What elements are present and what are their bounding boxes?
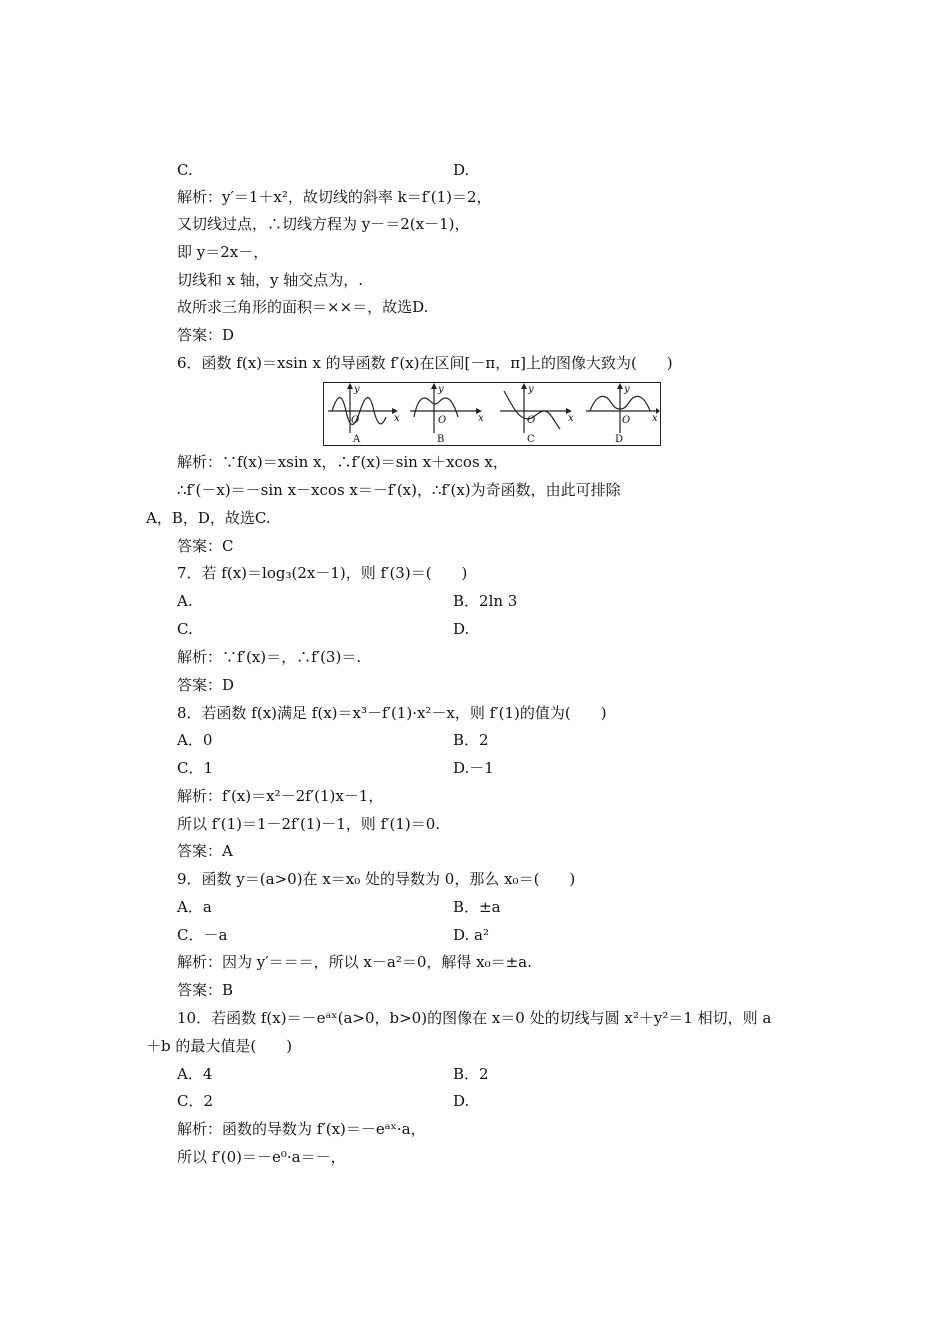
question-8: 8．若函数 f(x)满足 f(x)＝x³－f′(1)·x²－x，则 f′(1)的值为( ): [177, 704, 607, 722]
text-line: D.: [453, 161, 470, 179]
option-b: B．2: [453, 731, 489, 749]
answer-line: 答案：A: [177, 842, 233, 860]
axis-y-label: y: [624, 384, 630, 395]
question-10: 10．若函数 f(x)＝－eᵃˣ(a>0，b>0)的图像在 x＝0 处的切线与圆 x²＋y²＝1 相切，则 a: [177, 1009, 772, 1027]
option-c: C．1: [177, 759, 214, 777]
option-b: B．±a: [453, 898, 501, 916]
option-d: D. a²: [453, 926, 489, 944]
text-line: 即 y＝2x－，: [177, 243, 269, 261]
option-a: A．a: [177, 898, 212, 916]
text-line: 解析：因为 y′＝＝＝，所以 x－a²＝0，解得 x₀＝±a.: [177, 953, 532, 971]
option-b: B．2ln 3: [453, 592, 518, 610]
origin-label: O: [351, 415, 360, 426]
text-line: 解析：∵f′(x)＝，∴f′(3)＝.: [177, 648, 362, 666]
axis-x-label: x: [394, 413, 400, 424]
text-line: 解析：f′(x)＝x²－2f′(1)x－1，: [177, 787, 384, 805]
text-line: 故所求三角形的面积＝××＝，故选D.: [177, 298, 429, 316]
option-c: C.: [177, 620, 193, 638]
option-c: C．2: [177, 1092, 214, 1110]
axis-y-label: y: [528, 384, 534, 395]
axis-x-label: x: [478, 413, 484, 424]
panel-label-b: B: [437, 434, 445, 445]
axis-x-label: x: [652, 413, 658, 424]
text-line: C.: [177, 161, 193, 179]
question-9: 9．函数 y＝(a>0)在 x＝x₀ 处的导数为 0，那么 x₀＝( ): [177, 870, 576, 888]
text-line: 解析：y′＝1＋x²，故切线的斜率 k＝f′(1)＝2，: [177, 188, 492, 206]
answer-line: 答案：B: [177, 981, 234, 999]
answer-line: 答案：C: [177, 537, 234, 555]
text-line: 切线和 x 轴，y 轴交点为，.: [177, 271, 364, 289]
text-line: A，B，D，故选C.: [146, 509, 271, 527]
origin-label: O: [622, 415, 631, 426]
panel-label-d: D: [615, 434, 624, 445]
origin-label: O: [438, 415, 447, 426]
panel-label-c: C: [527, 434, 535, 445]
option-a: A．0: [177, 731, 213, 749]
text-line: 解析：函数的导数为 f′(x)＝－eᵃˣ·a，: [177, 1120, 426, 1138]
axis-x-label: x: [568, 413, 574, 424]
option-d: D.: [453, 1092, 470, 1110]
graph-options-figure: [323, 382, 661, 446]
text-line: 所以 f′(1)＝1－2f′(1)－1，则 f′(1)＝0.: [177, 815, 441, 833]
text-line: ＋b 的最大值是( ): [146, 1037, 293, 1055]
answer-line: 答案：D: [177, 326, 235, 344]
origin-label: O: [527, 415, 536, 426]
option-a: A.: [177, 592, 193, 610]
option-a: A．4: [177, 1065, 213, 1083]
option-b: B．2: [453, 1065, 489, 1083]
question-6: 6．函数 f(x)＝xsin x 的导函数 f′(x)在区间[－π，π]上的图像大致为( ): [177, 354, 673, 372]
panel-label-a: A: [353, 434, 361, 445]
text-line: 解析：∵f(x)＝xsin x，∴f′(x)＝sin x＋xcos x，: [177, 453, 508, 471]
question-7: 7．若 f(x)＝log₃(2x－1)，则 f′(3)＝( ): [177, 564, 468, 582]
answer-line: 答案：D: [177, 676, 235, 694]
option-c: C．－a: [177, 926, 228, 944]
text-line: 所以 f′(0)＝－e⁰·a＝－，: [177, 1148, 346, 1166]
option-d: D.: [453, 620, 470, 638]
text-line: ∴f′(－x)＝－sin x－xcos x＝－f′(x)，∴f′(x)为奇函数，由此可排除: [177, 481, 621, 499]
axis-y-label: y: [438, 384, 444, 395]
text-line: 又切线过点，∴切线方程为 y－＝2(x－1)，: [177, 215, 470, 233]
option-d: D.－1: [453, 759, 494, 777]
axis-y-label: y: [354, 384, 360, 395]
